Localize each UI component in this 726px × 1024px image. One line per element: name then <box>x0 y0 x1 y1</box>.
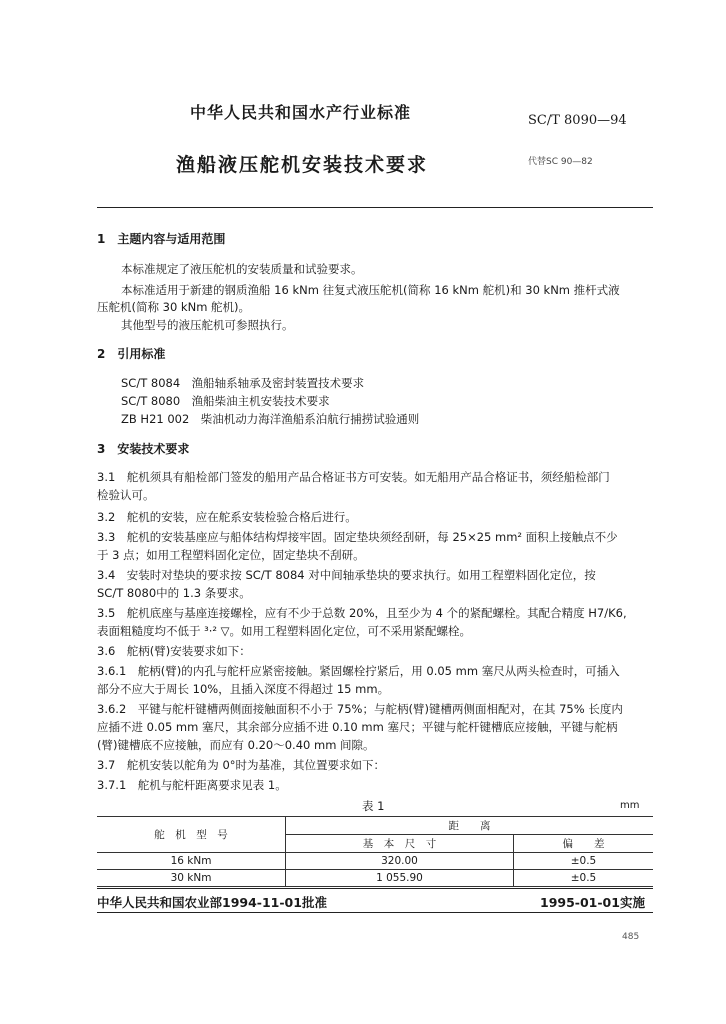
header-divider <box>97 207 653 208</box>
cell-deviation: ±0.5 <box>513 853 653 870</box>
reference-item: ZB H21 002 柴油机动力海洋渔船系泊航行捕捞试验通则 <box>121 412 420 426</box>
clause-line: 3.4 安装时对垫块的要求按 SC/T 8084 对中间轴承垫块的要求执行。如用工程塑料固化定位，按 <box>97 568 596 582</box>
section-1-para-2a: 本标准适用于新建的钢质渔船 16 kNm 往复式液压舵机(简称 16 kNm 舵机)和 30 kNm 推杆式液 <box>121 283 620 297</box>
table-header-row <box>97 817 653 835</box>
reference-item: SC/T 8084 渔船轴系轴承及密封装置技术要求 <box>121 376 365 390</box>
clause-line: 于 3 点；如用工程塑料固化定位，固定垫块不刮研。 <box>97 548 365 562</box>
clause-line: SC/T 8080中的 1.3 条要求。 <box>97 586 251 600</box>
section-1-para-3: 其他型号的液压舵机可参照执行。 <box>121 318 294 332</box>
cell-basic-size: 320.00 <box>286 853 514 870</box>
clause-line: 部分不应大于周长 10%，且插入深度不得超过 15 mm。 <box>97 682 390 696</box>
clause-line: 应插不进 0.05 mm 塞尺，其余部分应插不进 0.10 mm 塞尺；平键与舵杆键槽底应接触，平键与舵柄 <box>97 720 618 734</box>
clause-line: 3.6.1 舵柄(臂)的内孔与舵杆应紧密接触。紧固螺栓拧紧后，用 0.05 mm 塞尺从两头检查时，可插入 <box>97 664 620 678</box>
effective-date: 1995-01-01实施 <box>540 895 645 910</box>
clause-line: 3.2 舵机的安装，应在舵系安装检验合格后进行。 <box>97 510 357 524</box>
header-deviation: 偏 差 <box>513 835 653 853</box>
clause-line: 3.3 舵机的安装基座应与船体结构焊接牢固。固定垫块须经刮研，每 25×25 mm² 面积上接触点不少 <box>97 530 618 544</box>
reference-item: SC/T 8080 渔船柴油主机安装技术要求 <box>121 394 330 408</box>
clause-line: (臂)键槽底不应接触，而应有 0.20～0.40 mm 间隙。 <box>97 738 375 752</box>
section-3-heading: 3 安装技术要求 <box>97 442 190 456</box>
section-1-para-1: 本标准规定了液压舵机的安装质量和试验要求。 <box>121 262 363 276</box>
issuing-org: 中华人民共和国水产行业标准 <box>190 103 412 122</box>
section-2-heading: 2 引用标准 <box>97 347 166 361</box>
table-unit: mm <box>620 800 640 811</box>
footer-bottom-divider <box>97 912 653 913</box>
approval-note: 中华人民共和国农业部1994-11-01批准 <box>97 895 327 910</box>
section-1-para-2b: 压舵机(简称 30 kNm 舵机)。 <box>97 300 251 314</box>
header-distance: 距 离 <box>286 817 654 835</box>
cell-model: 30 kNm <box>97 870 286 887</box>
cell-deviation: ±0.5 <box>513 870 653 887</box>
cell-basic-size: 1 055.90 <box>286 870 514 887</box>
clause-line: 3.1 舵机须具有船检部门签发的船用产品合格证书方可安装。如无船用产品合格证书，须经船检部门 <box>97 470 610 484</box>
clause-line: 3.6 舵柄(臂)安装要求如下： <box>97 644 251 658</box>
clause-line: 表面粗糙度均不低于 ³·² ▽。如用工程塑料固化定位，可不采用紧配螺栓。 <box>97 624 472 638</box>
clause-line: 3.7.1 舵机与舵杆距离要求见表 1。 <box>97 778 287 792</box>
clause-line: 检验认可。 <box>97 488 155 502</box>
document-title: 渔船液压舵机安装技术要求 <box>176 154 429 176</box>
clause-line: 3.7 舵机安装以舵角为 0°时为基准，其位置要求如下： <box>97 758 386 772</box>
header-model: 舵 机 型 号 <box>97 817 286 853</box>
table-row <box>97 853 653 870</box>
cell-model: 16 kNm <box>97 853 286 870</box>
table-row <box>97 870 653 887</box>
footer-divider <box>97 888 653 889</box>
distance-table <box>97 816 653 887</box>
section-1-heading: 1 主题内容与适用范围 <box>97 232 226 246</box>
page-number: 485 <box>622 932 640 942</box>
clause-line: 3.5 舵机底座与基座连接螺栓，应有不少于总数 20%，且至少为 4 个的紧配螺栓。其配合精度 H7/K6, <box>97 606 627 620</box>
table-caption: 表 1 <box>362 799 385 813</box>
standard-code: SC/T 8090—94 <box>528 113 627 128</box>
clause-line: 3.6.2 平键与舵杆键槽两侧面接触面积不小于 75%；与舵柄(臂)键槽两侧面相配对，在其 75% 长度内 <box>97 702 623 716</box>
replaces-note: 代替SC 90—82 <box>528 157 593 167</box>
header-basic-size: 基 本 尺 寸 <box>286 835 514 853</box>
